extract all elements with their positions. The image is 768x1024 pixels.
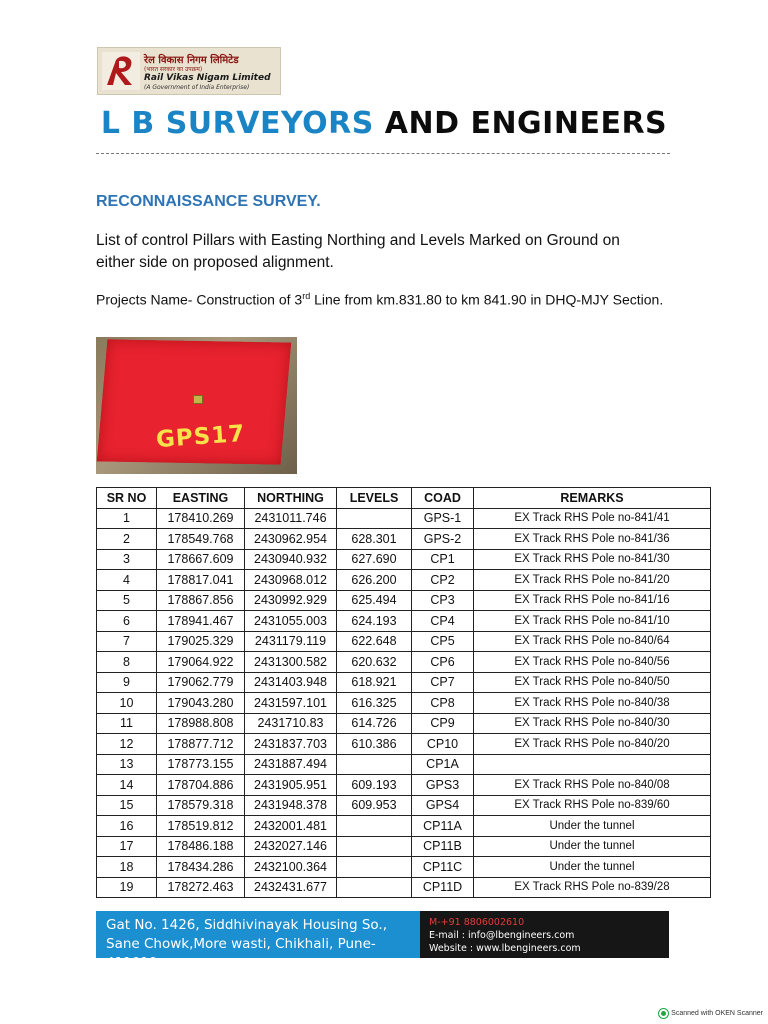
control-pillar-photo: [96, 337, 297, 474]
cell-remarks: EX Track RHS Pole no-840/20: [474, 734, 711, 755]
cell-coad: CP8: [412, 693, 474, 714]
cell-levels: [337, 508, 412, 529]
cell-coad: CP10: [412, 734, 474, 755]
cell-levels: 624.193: [337, 611, 412, 632]
cell-levels: 610.386: [337, 734, 412, 755]
scanner-watermark: [659, 1009, 763, 1018]
table-row: [97, 652, 711, 673]
cell-levels: 625.494: [337, 590, 412, 611]
cell-easting: 178549.768: [157, 529, 245, 550]
cell-levels: 609.953: [337, 795, 412, 816]
cell-levels: 616.325: [337, 693, 412, 714]
header-remarks: REMARKS: [474, 488, 711, 509]
project-name-sup: rd: [302, 291, 311, 301]
cell-sr-no: 3: [97, 549, 157, 570]
cell-coad: CP11D: [412, 877, 474, 898]
footer-banner: [96, 911, 669, 971]
cell-sr-no: 5: [97, 590, 157, 611]
cell-easting: 178773.155: [157, 754, 245, 775]
header-northing: NORTHING: [245, 488, 337, 509]
cell-sr-no: 8: [97, 652, 157, 673]
table-row: [97, 816, 711, 837]
table-row: [97, 836, 711, 857]
footer-address: [96, 911, 420, 971]
cell-sr-no: 4: [97, 570, 157, 591]
cell-levels: 620.632: [337, 652, 412, 673]
header-levels: LEVELS: [337, 488, 412, 509]
logo-english-name: Rail Vikas Nigam Limited: [144, 73, 271, 83]
footer-phone: M-+91 8806002610: [429, 917, 525, 928]
cell-northing: 2432027.146: [245, 836, 337, 857]
project-name: [96, 285, 676, 311]
table-row: [97, 590, 711, 611]
cell-sr-no: 16: [97, 816, 157, 837]
cell-easting: 178272.463: [157, 877, 245, 898]
company-name-part2: AND ENGINEERS: [373, 106, 668, 141]
cell-levels: [337, 816, 412, 837]
cell-easting: 179025.329: [157, 631, 245, 652]
cell-sr-no: 12: [97, 734, 157, 755]
project-name-before: Projects Name- Construction of 3: [96, 291, 303, 308]
cell-remarks: EX Track RHS Pole no-841/20: [474, 570, 711, 591]
cell-easting: 179062.779: [157, 672, 245, 693]
cell-northing: 2430968.012: [245, 570, 337, 591]
project-name-after: Line from km.831.80 to km 841.90 in DHQ-MJY Section.: [310, 291, 664, 308]
control-pillars-table: [96, 487, 711, 898]
table-header-row: [97, 488, 711, 509]
cell-levels: [337, 877, 412, 898]
cell-easting: 178486.188: [157, 836, 245, 857]
cell-levels: [337, 754, 412, 775]
cell-easting: 178988.808: [157, 713, 245, 734]
cell-sr-no: 9: [97, 672, 157, 693]
cell-sr-no: 13: [97, 754, 157, 775]
cell-levels: 614.726: [337, 713, 412, 734]
cell-sr-no: 19: [97, 877, 157, 898]
cell-northing: 2430992.929: [245, 590, 337, 611]
cell-sr-no: 17: [97, 836, 157, 857]
cell-levels: [337, 857, 412, 878]
cell-remarks: EX Track RHS Pole no-841/36: [474, 529, 711, 550]
table-row: [97, 877, 711, 898]
cell-coad: CP1A: [412, 754, 474, 775]
cell-remarks: Under the tunnel: [474, 836, 711, 857]
cell-remarks: Under the tunnel: [474, 857, 711, 878]
cell-remarks: EX Track RHS Pole no-840/50: [474, 672, 711, 693]
cell-remarks: EX Track RHS Pole no-840/30: [474, 713, 711, 734]
table-row: [97, 795, 711, 816]
cell-remarks: EX Track RHS Pole no-840/38: [474, 693, 711, 714]
table-row: [97, 611, 711, 632]
header-coad: COAD: [412, 488, 474, 509]
cell-easting: 178434.286: [157, 857, 245, 878]
cell-northing: 2431710.83: [245, 713, 337, 734]
cell-coad: GPS-1: [412, 508, 474, 529]
cell-easting: 179064.922: [157, 652, 245, 673]
cell-sr-no: 2: [97, 529, 157, 550]
cell-coad: CP7: [412, 672, 474, 693]
table-row: [97, 508, 711, 529]
cell-easting: 178519.812: [157, 816, 245, 837]
cell-easting: 178579.318: [157, 795, 245, 816]
cell-sr-no: 15: [97, 795, 157, 816]
cell-remarks: EX Track RHS Pole no-839/60: [474, 795, 711, 816]
cell-remarks: EX Track RHS Pole no-841/30: [474, 549, 711, 570]
cell-remarks: EX Track RHS Pole no-839/28: [474, 877, 711, 898]
scanner-logo-icon: [659, 1009, 668, 1018]
cell-coad: CP2: [412, 570, 474, 591]
logo-tagline: (A Government of India Enterprise): [144, 84, 250, 91]
section-title: RECONNAISSANCE SURVEY.: [96, 193, 321, 210]
cell-coad: CP4: [412, 611, 474, 632]
cell-sr-no: 10: [97, 693, 157, 714]
table-row: [97, 570, 711, 591]
cell-coad: CP3: [412, 590, 474, 611]
cell-coad: CP11B: [412, 836, 474, 857]
cell-remarks: [474, 754, 711, 775]
cell-easting: 178877.712: [157, 734, 245, 755]
cell-northing: 2430962.954: [245, 529, 337, 550]
cell-coad: GPS4: [412, 795, 474, 816]
cell-northing: 2431887.494: [245, 754, 337, 775]
cell-sr-no: 14: [97, 775, 157, 796]
footer-email: E-mail : info@lbengineers.com: [429, 930, 575, 941]
cell-remarks: EX Track RHS Pole no-840/64: [474, 631, 711, 652]
table-row: [97, 693, 711, 714]
cell-coad: CP5: [412, 631, 474, 652]
header-sr-no: SR NO: [97, 488, 157, 509]
table-row: [97, 631, 711, 652]
table-body: [97, 508, 711, 898]
cell-northing: 2431837.703: [245, 734, 337, 755]
cell-northing: 2431055.003: [245, 611, 337, 632]
cell-easting: 178410.269: [157, 508, 245, 529]
cell-easting: 178704.886: [157, 775, 245, 796]
cell-levels: 618.921: [337, 672, 412, 693]
cell-remarks: Under the tunnel: [474, 816, 711, 837]
cell-sr-no: 18: [97, 857, 157, 878]
cell-remarks: EX Track RHS Pole no-841/10: [474, 611, 711, 632]
header-easting: EASTING: [157, 488, 245, 509]
rvnl-emblem-icon: [102, 52, 140, 90]
cell-coad: CP11C: [412, 857, 474, 878]
scanner-text: Scanned with OKEN Scanner: [671, 1010, 763, 1017]
cell-coad: CP6: [412, 652, 474, 673]
table-row: [97, 857, 711, 878]
cell-levels: 627.690: [337, 549, 412, 570]
cell-remarks: EX Track RHS Pole no-841/16: [474, 590, 711, 611]
header-divider: [96, 153, 670, 154]
cell-easting: 178941.467: [157, 611, 245, 632]
photo-pillar-label: GPS17: [155, 420, 247, 454]
company-name-part1: L B SURVEYORS: [100, 106, 374, 141]
cell-coad: CP11A: [412, 816, 474, 837]
intro-text: List of control Pillars with Easting Northing and Levels Marked on Ground on either side on proposed alignment.: [96, 232, 620, 271]
table-row: [97, 713, 711, 734]
cell-remarks: EX Track RHS Pole no-840/08: [474, 775, 711, 796]
cell-levels: [337, 836, 412, 857]
table-row: [97, 754, 711, 775]
cell-northing: 2432100.364: [245, 857, 337, 878]
cell-northing: 2431948.378: [245, 795, 337, 816]
logo-hindi-name: रेल विकास निगम लिमिटेड: [144, 55, 239, 66]
cell-sr-no: 7: [97, 631, 157, 652]
cell-northing: 2431905.951: [245, 775, 337, 796]
cell-northing: 2431597.101: [245, 693, 337, 714]
cell-levels: 628.301: [337, 529, 412, 550]
company-name: [0, 106, 768, 141]
cell-sr-no: 6: [97, 611, 157, 632]
cell-coad: GPS3: [412, 775, 474, 796]
cell-northing: 2432431.677: [245, 877, 337, 898]
cell-remarks: EX Track RHS Pole no-841/41: [474, 508, 711, 529]
pillar-marker-bolt: [193, 395, 203, 404]
cell-easting: 178817.041: [157, 570, 245, 591]
table-row: [97, 672, 711, 693]
cell-northing: 2431011.746: [245, 508, 337, 529]
cell-coad: CP1: [412, 549, 474, 570]
footer-contact: [420, 911, 669, 958]
cell-northing: 2432001.481: [245, 816, 337, 837]
table-row: [97, 549, 711, 570]
footer-website: Website : www.lbengineers.com: [429, 943, 581, 954]
rvnl-logo: [97, 47, 281, 95]
address-line-2: Sane Chowk,More wasti, Chikhali, Pune-411019: [106, 936, 376, 971]
cell-coad: GPS-2: [412, 529, 474, 550]
cell-northing: 2431300.582: [245, 652, 337, 673]
cell-levels: 609.193: [337, 775, 412, 796]
cell-levels: 626.200: [337, 570, 412, 591]
logo-hindi-subtitle: (भारत सरकार का उपक्रम): [144, 66, 203, 73]
cell-easting: 178667.609: [157, 549, 245, 570]
address-line-1: Gat No. 1426, Siddhivinayak Housing So.,: [106, 917, 388, 933]
cell-levels: 622.648: [337, 631, 412, 652]
cell-northing: 2431179.119: [245, 631, 337, 652]
cell-sr-no: 1: [97, 508, 157, 529]
table-row: [97, 529, 711, 550]
table-row: [97, 734, 711, 755]
cell-easting: 179043.280: [157, 693, 245, 714]
table-row: [97, 775, 711, 796]
cell-remarks: EX Track RHS Pole no-840/56: [474, 652, 711, 673]
cell-northing: 2431403.948: [245, 672, 337, 693]
cell-easting: 178867.856: [157, 590, 245, 611]
cell-sr-no: 11: [97, 713, 157, 734]
cell-coad: CP9: [412, 713, 474, 734]
cell-northing: 2430940.932: [245, 549, 337, 570]
